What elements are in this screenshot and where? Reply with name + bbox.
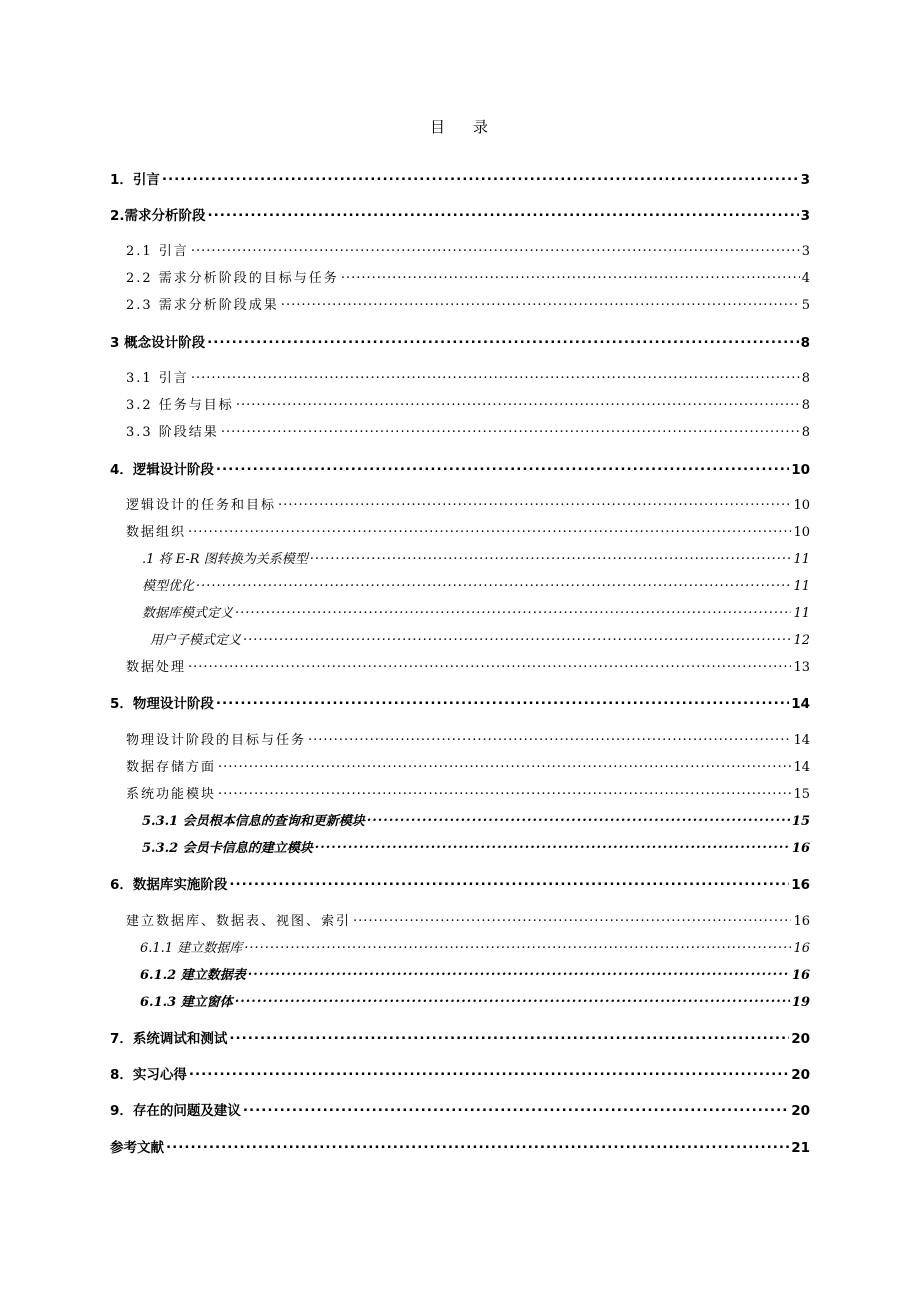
toc-entry-label: 5.3.2 会员卡信息的建立模块 — [142, 841, 313, 856]
leader-dots — [310, 549, 792, 563]
toc-entry[interactable] — [126, 294, 810, 313]
toc-entry[interactable] — [110, 1099, 810, 1119]
toc-entry[interactable] — [140, 937, 810, 956]
toc-entry-page: 16 — [791, 968, 810, 983]
leader-dots — [191, 241, 800, 255]
toc-entry-label: 6.1.1 建立数据库 — [140, 941, 243, 956]
leader-dots — [248, 965, 790, 979]
toc-entry[interactable] — [110, 331, 810, 351]
leader-dots — [229, 874, 789, 889]
leader-dots — [244, 938, 791, 952]
leader-dots — [162, 169, 799, 184]
toc-entry-page: 14 — [791, 696, 810, 712]
leader-dots — [208, 205, 799, 220]
leader-dots — [353, 911, 791, 925]
toc-entry[interactable] — [126, 267, 810, 286]
toc-entry-page: 10 — [791, 462, 810, 478]
toc-entry-label: 3 概念设计阶段 — [110, 335, 206, 351]
toc-entry-label: 5.3.1 会员根本信息的查询和更新模块 — [142, 814, 365, 829]
toc-entry[interactable] — [110, 1027, 810, 1047]
leader-dots — [191, 368, 800, 382]
toc-entry-page: 5 — [801, 298, 810, 313]
toc-entry-label: 逻辑设计的任务和目标 — [126, 498, 277, 513]
toc-entry[interactable] — [140, 964, 810, 983]
toc-entry-label: 数据处理 — [126, 660, 187, 675]
toc-entry-page: 3 — [801, 244, 810, 259]
toc-entry-label: 物理设计阶段的目标与任务 — [126, 733, 307, 748]
toc-entry[interactable] — [150, 629, 810, 648]
toc-entry-label: 3.1 引言 — [126, 371, 189, 386]
toc-entry[interactable] — [110, 873, 810, 893]
toc-entry-label: 用户子模式定义 — [150, 633, 242, 648]
toc-entry-page: 16 — [791, 877, 810, 893]
toc-entry-page: 14 — [793, 760, 810, 775]
toc-entry-page: 21 — [791, 1140, 810, 1156]
toc-entry-label: 6．数据库实施阶段 — [110, 877, 228, 893]
toc-entry-label: 3.2 任务与目标 — [126, 398, 234, 413]
toc-entry-label: 4．逻辑设计阶段 — [110, 462, 214, 478]
toc-entry-label: 7．系统调试和测试 — [110, 1031, 228, 1047]
toc-entry-label: 2.1 引言 — [126, 244, 189, 259]
toc-entry-page: 10 — [793, 525, 810, 540]
toc-entry-page: 8 — [801, 425, 810, 440]
toc-entry-page: 11 — [793, 579, 810, 594]
leader-dots — [218, 784, 791, 798]
toc-entry[interactable] — [126, 367, 810, 386]
toc-entry[interactable] — [142, 602, 810, 621]
toc-entry[interactable] — [126, 421, 810, 440]
toc-entry-label: 数据组织 — [126, 525, 187, 540]
toc-entry-label: 2.需求分析阶段 — [110, 208, 206, 224]
toc-entry[interactable] — [110, 1136, 810, 1156]
toc-entry[interactable] — [142, 810, 810, 829]
toc-entry-page: 16 — [793, 914, 810, 929]
toc-entry-label: 模型优化 — [142, 579, 195, 594]
toc-entry-page: 14 — [793, 733, 810, 748]
leader-dots — [189, 1064, 789, 1079]
leader-dots — [218, 757, 791, 771]
toc-entry-page: 8 — [801, 371, 810, 386]
leader-dots — [243, 1100, 789, 1115]
leader-dots — [207, 332, 799, 347]
toc-entry[interactable] — [126, 394, 810, 413]
leader-dots — [188, 657, 791, 671]
toc-entry[interactable] — [142, 575, 810, 594]
leader-dots — [281, 295, 800, 309]
toc-entry-page: 4 — [801, 271, 810, 286]
toc-entry[interactable] — [110, 1063, 810, 1083]
toc-title-right: 录 — [473, 118, 491, 136]
toc-entry[interactable] — [126, 729, 810, 748]
toc-entry[interactable] — [110, 168, 810, 188]
toc-entry[interactable] — [142, 837, 810, 856]
leader-dots — [243, 630, 791, 644]
leader-dots — [308, 730, 791, 744]
toc-entry[interactable] — [110, 692, 810, 712]
toc-entry-label: 8．实习心得 — [110, 1067, 187, 1083]
toc-entry-label: 数据存储方面 — [126, 760, 217, 775]
toc-entry[interactable] — [126, 656, 810, 675]
leader-dots — [188, 522, 791, 536]
toc-entry-label: 2.2 需求分析阶段的目标与任务 — [126, 271, 339, 286]
toc-entry[interactable] — [126, 756, 810, 775]
leader-dots — [235, 992, 790, 1006]
toc-entry[interactable] — [110, 204, 810, 224]
leader-dots — [221, 422, 800, 436]
toc-title-left: 目 — [429, 118, 447, 136]
leader-dots — [236, 395, 800, 409]
toc-entry-page: 20 — [791, 1031, 810, 1047]
toc-entry-label: 数据库模式定义 — [142, 606, 234, 621]
leader-dots — [216, 693, 789, 708]
toc-entry-page: 16 — [791, 841, 810, 856]
toc-entry-page: 3 — [800, 172, 810, 188]
toc-entry-page: 15 — [793, 787, 810, 802]
toc-entry-page: 13 — [793, 660, 810, 675]
toc-entry-page: 8 — [801, 398, 810, 413]
toc-entry-page: 11 — [793, 552, 810, 567]
toc-entry-page: 20 — [791, 1067, 810, 1083]
leader-dots — [166, 1137, 789, 1152]
toc-entry-label: 5．物理设计阶段 — [110, 696, 214, 712]
toc-title — [0, 116, 920, 137]
toc-entry-page: 16 — [793, 941, 810, 956]
toc-entry[interactable] — [126, 240, 810, 259]
toc-entry-label: 3.3 阶段结果 — [126, 425, 219, 440]
toc-entry[interactable] — [126, 783, 810, 802]
toc-entry-label: .1 将 E-R 图转换为关系模型 — [142, 552, 308, 567]
toc-entry[interactable] — [142, 548, 810, 567]
toc-entry-page: 19 — [791, 995, 810, 1010]
toc-entry[interactable] — [110, 458, 810, 478]
leader-dots — [315, 838, 790, 852]
toc-entry-label: 1．引言 — [110, 172, 160, 188]
toc-entry-label: 2.3 需求分析阶段成果 — [126, 298, 279, 313]
toc-entry-page: 10 — [793, 498, 810, 513]
toc-entry-label: 系统功能模块 — [126, 787, 217, 802]
toc-entry-label: 6.1.2 建立数据表 — [140, 968, 246, 983]
toc-entry-page: 8 — [800, 335, 810, 351]
leader-dots — [235, 603, 791, 617]
toc-entry-label: 建立数据库、数据表、视图、索引 — [126, 914, 352, 929]
leader-dots — [341, 268, 800, 282]
toc-entry-page: 20 — [791, 1103, 810, 1119]
leader-dots — [278, 495, 791, 509]
toc-entry[interactable] — [126, 494, 810, 513]
toc-entry[interactable] — [126, 521, 810, 540]
toc-entry-page: 11 — [793, 606, 810, 621]
toc-entry[interactable] — [126, 910, 810, 929]
toc-entry-page: 12 — [793, 633, 810, 648]
toc-entry[interactable] — [140, 991, 810, 1010]
toc-entry-page: 15 — [791, 814, 810, 829]
leader-dots — [229, 1028, 789, 1043]
toc-entry-label: 6.1.3 建立窗体 — [140, 995, 233, 1010]
toc-entry-label: 参考文献 — [110, 1140, 164, 1156]
toc-entry-label: 9．存在的问题及建议 — [110, 1103, 241, 1119]
leader-dots — [196, 576, 791, 590]
leader-dots — [367, 811, 790, 825]
toc-entry-page: 3 — [800, 208, 810, 224]
leader-dots — [216, 459, 789, 474]
